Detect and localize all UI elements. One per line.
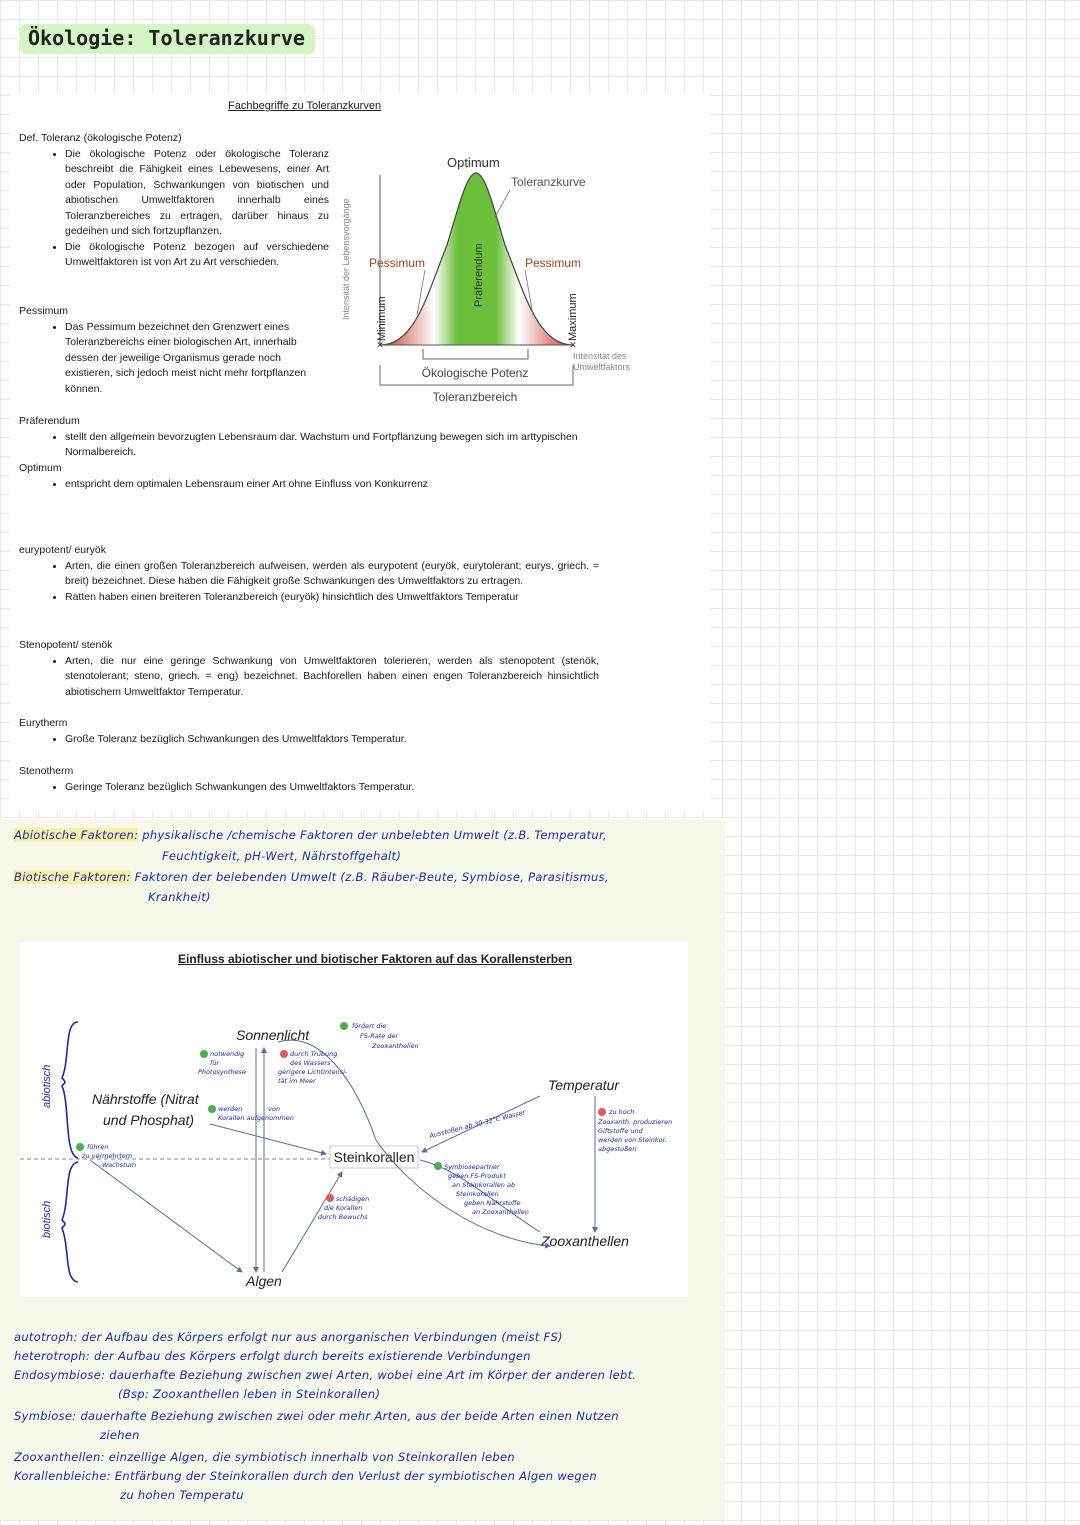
y-axis-label: Intensität der Lebensvorgänge <box>341 198 351 320</box>
note-notwendig: notwendig <box>210 1050 245 1058</box>
term-heading: Optimum <box>19 462 62 474</box>
node-sonnenlicht: Sonnenlicht <box>236 1027 310 1043</box>
abiotisch-brace <box>62 1022 78 1158</box>
note-term: heterotroph: <box>14 1349 91 1363</box>
term-heading: Def. Toleranz (ökologische Potenz) <box>19 132 182 144</box>
section-optimum <box>19 461 579 492</box>
note-hoch: zu hoch <box>609 1108 635 1116</box>
bullet-text: • Ratten haben einen breiteren Toleranzbereich (euryök) hinsichtlich des Umweltfaktors Temperatur <box>65 590 599 606</box>
note-symbiose: Symbiosepartner <box>444 1163 500 1171</box>
note-notwendig: Photosynthese <box>198 1068 246 1076</box>
note-truebung: durch Trübung <box>290 1050 338 1058</box>
note-term: autotroph: <box>14 1330 78 1344</box>
section-pessimum <box>19 304 329 397</box>
x-axis-label-line1: Intensität des <box>573 351 627 361</box>
node-naehrstoffe-line2: und Phosphat) <box>103 1112 195 1128</box>
note-foerdert: fördert die <box>352 1022 387 1030</box>
note-hoch: abgestoßen <box>598 1145 637 1153</box>
maximum-marker: ✕ <box>569 340 577 350</box>
arrow-naehrstoffe-steinkorallen <box>210 1124 326 1154</box>
section-stenopotent <box>19 638 599 700</box>
note-endosymbiose <box>14 1368 636 1382</box>
minimum-label: Minimum <box>376 296 388 341</box>
note-text: dauerhafte Beziehung zwischen zwei oder mehr Arten, aus der beide Arten einen Nutzen <box>80 1409 619 1423</box>
term-heading: Pessimum <box>19 305 69 317</box>
bullet-text: • Das Pessimum bezeichnet den Grenzwert eines Toleranzbereichs einer biologischen Art, innerhalb dessen der jeweilige Organismus gerade noch existieren, sich jedoch meist nicht mehr fortpflanzen können. <box>65 320 329 398</box>
minus-dot-icon <box>326 1194 334 1202</box>
pessimum-left-label: Pessimum <box>369 256 426 270</box>
node-naehrstoffe-line1: Nährstoffe (Nitrat <box>92 1091 199 1107</box>
note-schaedigen: die Korallen <box>324 1204 363 1212</box>
potenz-label: Ökologische Potenz <box>421 366 529 380</box>
note-fuehren: führen <box>87 1143 109 1151</box>
bullet-text: • Arten, die nur eine geringe Schwankung von Umweltfaktoren tolerieren, werden als stenopotent (stenök, stenotolerant; steno, griech. = eng) bezeichnet. Bachforellen haben einen engen Toleranzbereich hinsichtlich abiotischem Umweltfaktor Temperatur. <box>65 654 599 701</box>
bullet-text: • Geringe Toleranz bezüglich Schwankungen des Umweltfaktors Temperatur. <box>65 780 599 796</box>
note-symbiose: Steinkorallen <box>456 1190 499 1198</box>
note-term: Abiotische Faktoren: <box>14 828 139 842</box>
section-praeferendum <box>19 414 579 461</box>
note-symbiose: geben Nährstoffe <box>464 1199 521 1207</box>
section-eurypotent <box>19 543 599 605</box>
plus-dot-icon <box>208 1105 216 1113</box>
note-hoch: werden von Steinkor. <box>598 1136 667 1144</box>
side-label-abiotisch: abiotisch <box>41 1064 53 1108</box>
note-werden: werden <box>218 1105 243 1113</box>
toleranzkurve-label: Toleranzkurve <box>511 175 586 189</box>
toleranzbereich-label: Toleranzbereich <box>432 390 518 404</box>
note-foerdert: FS-Rate der <box>360 1032 399 1040</box>
note-symbiose <box>14 1409 619 1423</box>
note-endosymbiose-cont: (Bsp: Zooxanthellen leben in Steinkorallen) <box>118 1387 381 1401</box>
note-text: der Aufbau des Körpers erfolgt nur aus anorganischen Verbindungen (meist FS) <box>81 1330 563 1344</box>
plus-dot-icon <box>340 1022 348 1030</box>
term-heading: Stenotherm <box>19 765 74 777</box>
bullet-text: • entspricht dem optimalen Lebensraum einer Art ohne Einfluss von Konkurrenz <box>65 477 579 493</box>
section-toleranz <box>19 131 329 271</box>
note-biotisch-cont: Krankheit) <box>148 890 211 904</box>
note-term: Zooxanthellen: <box>14 1450 105 1464</box>
note-autotroph <box>14 1330 563 1344</box>
note-foerdert: Zooxanthellen <box>372 1042 419 1050</box>
note-symbiose-cont: ziehen <box>100 1428 140 1442</box>
note-term: Korallenbleiche: <box>14 1469 111 1483</box>
note-zooxanthellen <box>14 1450 515 1464</box>
note-hoch: Giftstoffe und <box>598 1127 643 1135</box>
term-heading: Eurytherm <box>19 717 68 729</box>
note-abiotisch-cont: Feuchtigkeit, pH-Wert, Nährstoffgehalt) <box>162 849 402 863</box>
document-heading: Fachbegriffe zu Toleranzkurven <box>228 100 382 112</box>
note-text: der Aufbau des Körpers erfolgt durch bereits existierende Verbindungen <box>94 1349 531 1363</box>
note-truebung: des Wassers <box>290 1059 331 1067</box>
note-text: Faktoren der belebenden Umwelt (z.B. Räuber-Beute, Symbiose, Parasitismus, <box>134 870 609 884</box>
note-notwendig: für <box>210 1059 220 1067</box>
section-stenotherm <box>19 764 599 795</box>
note-biotisch <box>14 870 714 884</box>
term-heading: eurypotent/ euryök <box>19 544 106 556</box>
note-symbiose: an Zooxanthellen <box>472 1208 529 1216</box>
node-temperatur: Temperatur <box>548 1077 620 1093</box>
pessimum-right-label: Pessimum <box>525 256 582 270</box>
note-ausstossen: Ausstoßen ab 30-32°C Wasser <box>428 1108 527 1140</box>
note-abiotisch <box>14 828 714 842</box>
minus-dot-icon <box>598 1108 606 1116</box>
plus-dot-icon <box>434 1162 442 1170</box>
bullet-text: • Große Toleranz bezüglich Schwankungen des Umweltfaktors Temperatur. <box>65 732 599 748</box>
note-text: physikalische /chemische Faktoren der unbelebten Umwelt (z.B. Temperatur, <box>142 828 607 842</box>
note-korallenbleiche <box>14 1469 597 1483</box>
note-fuehren: zu vermehrtem <box>82 1152 133 1160</box>
side-label-biotisch: biotisch <box>41 1200 53 1238</box>
bullet-text: • Die ökologische Potenz oder ökologische Toleranz beschreibt die Fähigkeit eines Lebewesens, einer Art oder Population, Schwankungen von biotischen und abiotischen Umweltfaktoren innerhalb eines Toleranzbereiches zu ertragen, darüber hinaus zu gedeihen und sich fortzupflanzen. <box>65 147 329 240</box>
maximum-label: Maximum <box>567 293 579 341</box>
bullet-text: • stellt den allgemein bevorzugten Lebensraum dar. Wachstum und Fortpflanzung bewegen sich im arttypischen Normalbereich. <box>65 430 579 461</box>
node-algen: Algen <box>246 1273 282 1289</box>
optimum-label: Optimum <box>447 155 500 170</box>
note-symbiose: geben FS-Produkt <box>448 1172 506 1180</box>
plus-dot-icon <box>76 1143 84 1151</box>
page-title: Ökologie: Toleranzkurve <box>20 24 315 54</box>
note-truebung: gerigere Lichtintensi- <box>278 1068 348 1076</box>
note-schaedigen: schädigen <box>336 1195 370 1203</box>
note-korallenbleiche-cont: zu hohen Temperatu <box>120 1488 244 1502</box>
note-text: Entfärbung der Steinkorallen durch den Verlust der symbiotischen Algen wegen <box>114 1469 598 1483</box>
note-werden: Korallen aufgenommen <box>218 1114 294 1122</box>
coral-diagram <box>20 1000 688 1295</box>
praeferendum-label: Präferendum <box>473 243 485 307</box>
toleranzkurve-pointer <box>495 190 510 217</box>
note-text: dauerhafte Beziehung zwischen zwei Arten, wobei eine Art im Körper der anderen lebt. <box>109 1368 637 1382</box>
arrow-algen-steinkorallen <box>282 1172 342 1272</box>
note-hoch: Zooxanth. produzieren <box>598 1118 673 1126</box>
note-term: Biotische Faktoren: <box>14 870 131 884</box>
minimum-marker: ✕ <box>376 340 384 350</box>
note-schaedigen: durch Bewuchs <box>318 1213 368 1221</box>
minus-dot-icon <box>280 1050 288 1058</box>
biotisch-brace <box>62 1162 78 1282</box>
note-heterotroph <box>14 1349 531 1363</box>
coral-diagram-title: Einfluss abiotischer und biotischer Faktoren auf das Korallensterben <box>178 952 573 966</box>
section-eurytherm <box>19 716 599 747</box>
note-werden: von <box>268 1105 280 1113</box>
bullet-text: • Die ökologische Potenz bezogen auf verschiedene Umweltfaktoren ist von Art zu Art verschieden. <box>65 240 329 271</box>
x-axis-label-line2: Umweltfaktors <box>573 362 631 372</box>
note-text: einzellige Algen, die symbiotisch innerhalb von Steinkorallen leben <box>108 1450 515 1464</box>
arrow-naehrstoffe-algen <box>90 1160 242 1272</box>
note-fuehren: Wachstum <box>102 1161 137 1169</box>
bullet-text: • Arten, die einen großen Toleranzbereich aufweisen, werden als eurypotent (euryök, eurytolerant; eurys, griech. = breit) bezeichnet. Diese haben die Fähigkeit große Schwankungen des Umweltfaktors zu ertragen. <box>65 559 599 590</box>
term-heading: Präferendum <box>19 415 80 427</box>
node-steinkorallen: Steinkorallen <box>333 1149 415 1165</box>
node-zooxanthellen: Zooxanthellen <box>541 1233 629 1249</box>
plus-dot-icon <box>200 1050 208 1058</box>
note-term: Endosymbiose: <box>14 1368 106 1382</box>
term-heading: Stenopotent/ stenök <box>19 639 113 651</box>
tolerance-curve-diagram <box>335 145 665 410</box>
potenz-bracket <box>423 349 528 359</box>
note-truebung: tät im Meer <box>278 1077 316 1085</box>
note-symbiose: an Steinkorallen ab <box>452 1181 516 1189</box>
note-term: Symbiose: <box>14 1409 77 1423</box>
